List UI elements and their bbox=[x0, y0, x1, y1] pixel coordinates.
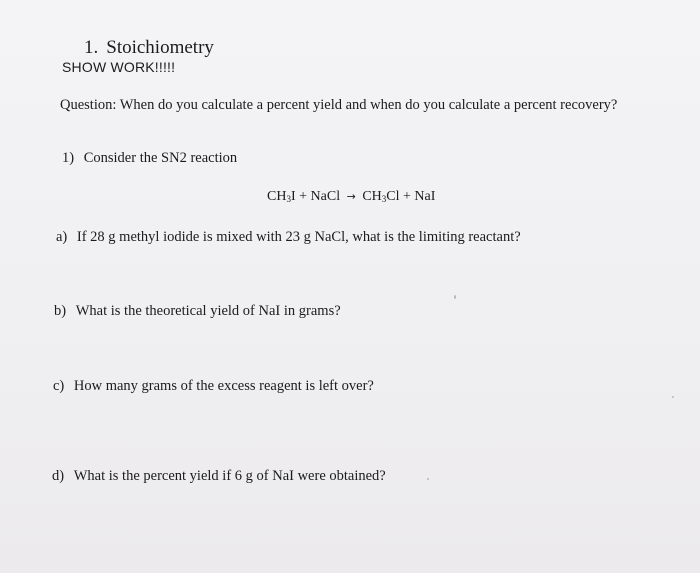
question-text: Question: When do you calculate a percent yield and when do you calculate a percent recovery? bbox=[60, 97, 618, 113]
paper-speck bbox=[672, 396, 674, 398]
problem-number: 1) bbox=[62, 150, 75, 166]
part-label: c) bbox=[53, 378, 65, 394]
reaction-arrow-icon: → bbox=[346, 190, 356, 203]
reactant-sodium-chloride: NaCl bbox=[310, 189, 341, 204]
part-text: How many grams of the excess reagent is left over? bbox=[73, 378, 374, 394]
plus-sign: + bbox=[299, 189, 308, 204]
part-label: b) bbox=[54, 303, 67, 319]
part-b bbox=[54, 304, 341, 319]
part-text: What is the theoretical yield of NaI in grams? bbox=[75, 303, 341, 319]
section-title: Stoichiometry bbox=[106, 37, 214, 58]
part-a bbox=[56, 230, 521, 245]
part-c bbox=[53, 379, 374, 394]
product-sodium-iodide: NaI bbox=[414, 189, 436, 204]
section-heading bbox=[84, 38, 214, 57]
part-text: If 28 g methyl iodide is mixed with 23 g NaCl, what is the limiting reactant? bbox=[76, 229, 521, 245]
section-number: 1. bbox=[84, 37, 99, 58]
part-label: a) bbox=[56, 229, 68, 245]
reaction-equation bbox=[267, 190, 435, 204]
paper-speck bbox=[454, 295, 456, 299]
product-methyl-chloride: $CH_3Cl$ bbox=[362, 189, 400, 204]
part-text: What is the percent yield if 6 g of NaI were obtained? bbox=[73, 468, 386, 484]
part-d bbox=[52, 469, 386, 484]
reactant-methyl-iodide: $CH_3I$ bbox=[267, 189, 296, 204]
paper-speck bbox=[427, 478, 429, 480]
part-label: d) bbox=[52, 468, 65, 484]
plus-sign: + bbox=[403, 189, 411, 204]
show-work-instruction: SHOW WORK!!!!! bbox=[62, 59, 176, 75]
problem-text: Consider the SN2 reaction bbox=[83, 150, 238, 166]
problem-statement bbox=[62, 151, 237, 166]
